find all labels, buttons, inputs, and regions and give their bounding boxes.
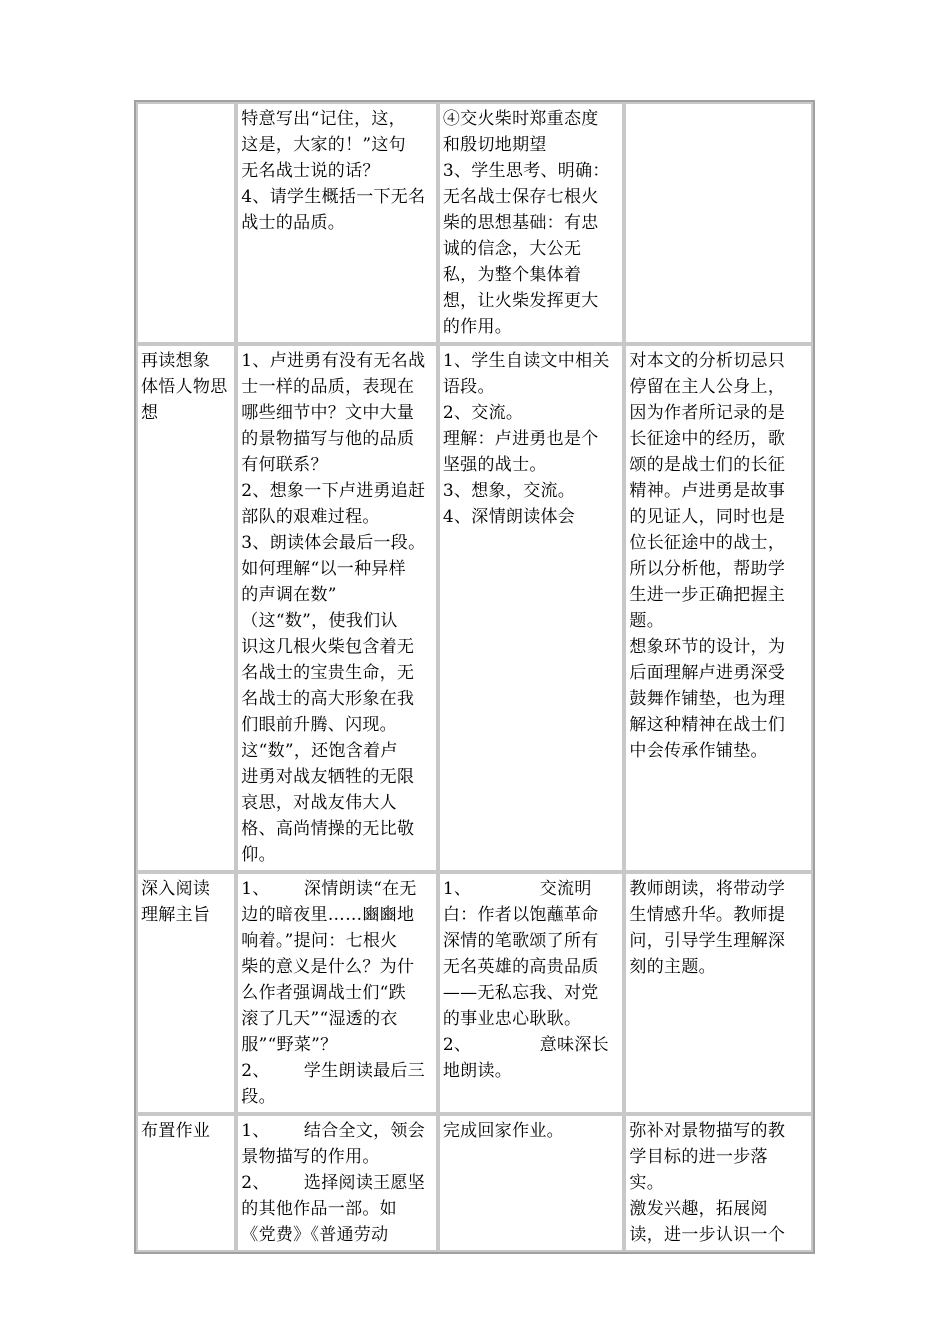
stage-cell xyxy=(136,344,236,872)
cell-text-line: 题。 xyxy=(629,611,665,631)
cell-text-line: 无名战士保存七根火 xyxy=(442,187,599,207)
cell-text-line: 2、 学生朗读最后三 xyxy=(241,1061,426,1081)
cell-text-line: 景物描写的作用。 xyxy=(241,1147,380,1167)
cell-text-line: 名战士的高大形象在我 xyxy=(241,689,415,709)
cell-text-line: 如何理解“以一种异样 xyxy=(241,559,406,579)
cell-text-line: ——无私忘我、对党 xyxy=(442,983,599,1003)
cell-text-line: 这是，大家的！”这句 xyxy=(241,135,406,155)
cell-text-line: 实。 xyxy=(629,1173,665,1193)
cell-text-line: 2、 选择阅读王愿坚 xyxy=(241,1173,426,1193)
cell-text-line: 4、深情朗读体会 xyxy=(442,507,576,527)
cell-text-line: 1、 交流明 xyxy=(442,879,592,899)
cell-text-line: 进勇对战友牺牲的无限 xyxy=(241,767,415,787)
cell-text-line: （这“数”，使我们认 xyxy=(241,611,398,631)
cell-text-line: 精神。卢进勇是故事 xyxy=(629,481,786,501)
table-row xyxy=(136,1114,813,1252)
cell-text-line: 解这种精神在战士们 xyxy=(629,715,786,735)
cell-text-line: 私，为整个集体着 xyxy=(442,265,582,285)
cell-text-line: 1、卢进勇有没有无名战 xyxy=(241,351,426,371)
cell-text-line: 想，让火柴发挥更大 xyxy=(442,291,599,311)
cell-text-line: 2、 意味深长 xyxy=(442,1035,609,1055)
design-intent-cell xyxy=(624,102,813,344)
cell-text-line: 的见证人，同时也是 xyxy=(629,507,786,527)
cell-text-line: 特意写出“记住，这， xyxy=(241,109,406,129)
teacher-activity-cell xyxy=(236,1114,438,1252)
cell-text-line: 体悟人物思 xyxy=(141,377,228,397)
cell-text-line: 读，进一步认识一个 xyxy=(629,1225,786,1245)
cell-text-line: 哪些细节中？文中大量 xyxy=(241,403,415,423)
cell-text-line: 边的暗夜里……豳豳地 xyxy=(241,905,415,925)
cell-text-line: 鼓舞作铺垫，也为理 xyxy=(629,689,786,709)
cell-text-line: 1、 结合全文，领会 xyxy=(241,1121,426,1141)
cell-text-line: 识这几根火柴包含着无 xyxy=(241,637,415,657)
cell-text-line: 坚强的战士。 xyxy=(442,455,547,475)
student-activity-cell xyxy=(438,1114,625,1252)
cell-text-line: 的事业忠心耿耿。 xyxy=(442,1009,582,1029)
cell-text-line: 地朗读。 xyxy=(442,1061,513,1081)
cell-text-line: 弥补对景物描写的教 xyxy=(629,1121,786,1141)
cell-text-line: 这“数”，还饱含着卢 xyxy=(241,741,398,761)
cell-text-line: 哀思，对战友伟大人 xyxy=(241,793,397,813)
cell-text-line: 生情感升华。教师提 xyxy=(629,905,786,925)
table-row xyxy=(136,872,813,1114)
stage-cell xyxy=(136,102,236,344)
cell-text-line: 2、交流。 xyxy=(442,403,524,423)
cell-text-line: 士一样的品质，表现在 xyxy=(241,377,415,397)
cell-text-line: 所以分析他，帮助学 xyxy=(629,559,786,579)
cell-text-line: 无名战士说的话？ xyxy=(241,161,380,181)
cell-text-line: 颂的是战士们的长征 xyxy=(629,455,786,475)
teacher-activity-cell xyxy=(236,872,438,1114)
cell-text-line: 教师朗读，将带动学 xyxy=(629,879,786,899)
stage-cell xyxy=(136,1114,236,1252)
design-intent-cell xyxy=(624,344,813,872)
cell-text-line: 响着。”提问：七根火 xyxy=(241,931,398,951)
cell-text-line: 的景物描写与他的品质 xyxy=(241,429,415,449)
cell-text-line: 1、学生自读文中相关 xyxy=(442,351,610,371)
cell-text-line: 完成回家作业。 xyxy=(442,1121,564,1141)
cell-text-line: 3、朗读体会最后一段。 xyxy=(241,533,426,553)
cell-text-line: 想 xyxy=(141,403,159,423)
student-activity-cell xyxy=(438,872,625,1114)
cell-text-line: 的声调在数” xyxy=(241,585,337,605)
table-row xyxy=(136,344,813,872)
cell-text-line: 3、想象，交流。 xyxy=(442,481,576,501)
student-activity-cell xyxy=(438,344,625,872)
cell-text-line: 诚的信念，大公无 xyxy=(442,239,582,259)
cell-text-line: 战士的品质。 xyxy=(241,213,346,233)
cell-text-line: 2、想象一下卢进勇追赶 xyxy=(241,481,426,501)
cell-text-line: 中会传承作铺垫。 xyxy=(629,741,768,761)
cell-text-line: 柴的思想基础：有忠 xyxy=(442,213,599,233)
cell-text-line: 语段。 xyxy=(442,377,495,397)
cell-text-line: 生进一步正确把握主 xyxy=(629,585,786,605)
cell-text-line: ④交火柴时郑重态度 xyxy=(442,109,599,129)
table-row xyxy=(136,102,813,344)
teacher-activity-cell xyxy=(236,102,438,344)
cell-text-line: 后面理解卢进勇深受 xyxy=(629,663,786,683)
cell-text-line: 再读想象 xyxy=(141,351,211,371)
cell-text-line: 4、请学生概括一下无名 xyxy=(241,187,426,207)
cell-text-line: 长征途中的经历，歌 xyxy=(629,429,786,449)
cell-text-line: 段。 xyxy=(241,1087,276,1107)
lesson-plan-table xyxy=(134,100,815,1254)
cell-text-line: 因为作者所记录的是 xyxy=(629,403,786,423)
cell-text-line: 和殷切地期望 xyxy=(442,135,547,155)
cell-text-line: 1、 深情朗读“在无 xyxy=(241,879,417,899)
cell-text-line: 白：作者以饱蘸革命 xyxy=(442,905,599,925)
cell-text-line: 的其他作品一部。如 xyxy=(241,1199,397,1219)
design-intent-cell xyxy=(624,872,813,1114)
design-intent-cell xyxy=(624,1114,813,1252)
cell-text-line: 问，引导学生理解深 xyxy=(629,931,786,951)
cell-text-line: 服”“野菜”？ xyxy=(241,1035,338,1055)
cell-text-line: 理解：卢进勇也是个 xyxy=(442,429,599,449)
stage-cell xyxy=(136,872,236,1114)
cell-text-line: 学目标的进一步落 xyxy=(629,1147,768,1167)
cell-text-line: 激发兴趣，拓展阅 xyxy=(629,1199,768,1219)
cell-text-line: 《党费》《普通劳动 xyxy=(241,1225,389,1245)
cell-text-line: 无名英雄的高贵品质 xyxy=(442,957,599,977)
cell-text-line: 深情的笔歌颂了所有 xyxy=(442,931,599,951)
cell-text-line: 位长征途中的战士， xyxy=(629,533,786,553)
cell-text-line: 3、学生思考、明确： xyxy=(442,161,610,181)
cell-text-line: 部队的艰难过程。 xyxy=(241,507,380,527)
cell-text-line: 对本文的分析切忌只 xyxy=(629,351,786,371)
cell-text-line: 柴的意义是什么？为什 xyxy=(241,957,415,977)
cell-text-line: 停留在主人公身上， xyxy=(629,377,786,397)
cell-text-line: 理解主旨 xyxy=(141,905,211,925)
cell-text-line: 想象环节的设计，为 xyxy=(629,637,786,657)
cell-text-line: 们眼前升腾、闪现。 xyxy=(241,715,397,735)
cell-text-line: 名战士的宝贵生命，无 xyxy=(241,663,415,683)
cell-text-line: 布置作业 xyxy=(141,1121,211,1141)
cell-text-line: 深入阅读 xyxy=(141,879,211,899)
cell-text-line: 格、高尚情操的无比敬 xyxy=(241,819,415,839)
cell-text-line: 刻的主题。 xyxy=(629,957,716,977)
cell-text-line: 有何联系？ xyxy=(241,455,328,475)
cell-text-line: 么作者强调战士们“跌 xyxy=(241,983,406,1003)
cell-text-line: 的作用。 xyxy=(442,317,513,337)
cell-text-line: 滚了几天”“湿透的衣 xyxy=(241,1009,398,1029)
student-activity-cell xyxy=(438,102,625,344)
cell-text-line: 仰。 xyxy=(241,845,276,865)
teacher-activity-cell xyxy=(236,344,438,872)
